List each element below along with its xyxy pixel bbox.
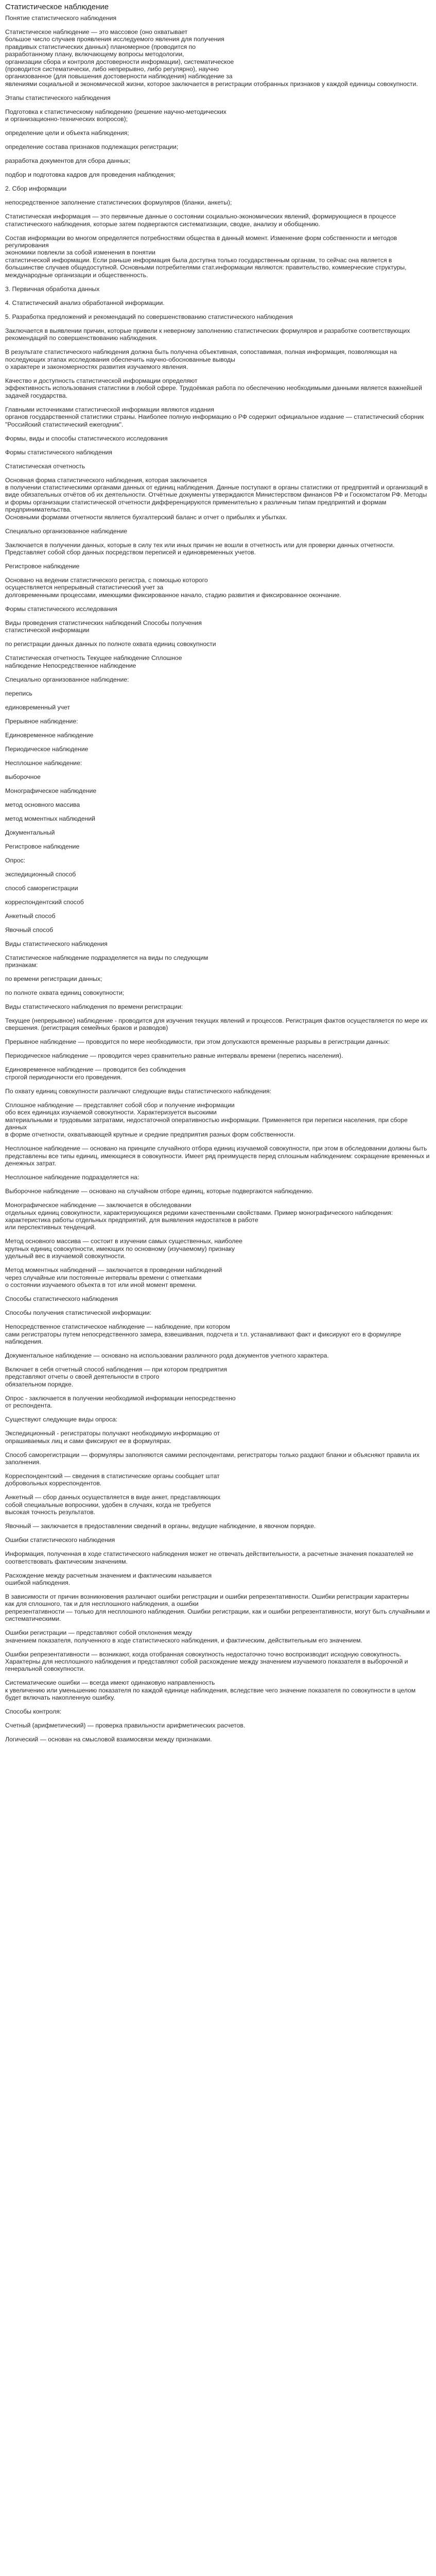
paragraph: Периодическое наблюдение — проводится через сравнительно равные интервалы времени (перепись населения). — [5, 1052, 343, 1060]
paragraph: разработка документов для сбора данных; — [5, 157, 131, 165]
paragraph: определение цели и объекта наблюдения; — [5, 129, 129, 137]
paragraph: Прерывное наблюдение — проводится по мере необходимости, при этом допускаются временные разрывы в регистрации данных: — [5, 1038, 390, 1046]
paragraph: непосредственное заполнение статистических формуляров (бланки, анкеты); — [5, 199, 232, 207]
paragraph: способ саморегистрации — [5, 884, 78, 892]
paragraph: Специально организованное наблюдение: — [5, 675, 129, 683]
paragraph: Сплошное наблюдение — представляет собой сбор и получение информации обо всех единицах изучаемой совокупности. Характеризуется высокими материальными и трудовыми затратами, недостаточной оперативностью информации. Применяется при переписи населения, при сборе данных в форме отчетности, охватывающей крупные и средние предприятия разных форм собственности. — [5, 1101, 408, 1139]
paragraph: Основано на ведении статистического регистра, с помощью которого осуществляется непрерывный статистический учет за долговременными процессами, имеющими фиксированное начало, стадию развития и фиксированное окончание. — [5, 576, 341, 599]
paragraph: Анкетный — сбор данных осуществляется в виде анкет, представляющих собой специальные вопросники, удобен в случаях, когда не требуется высокая точность результатов. — [5, 1494, 221, 1516]
paragraph: перепись — [5, 689, 32, 697]
paragraph: Выборочное наблюдение — основано на случайном отборе единиц, которые подвергаются наблюдению. — [5, 1188, 313, 1195]
document-body — [5, 14, 431, 1743]
paragraph: определение состава признаков подлежащих регистрации; — [5, 143, 179, 151]
paragraph: Единовременное наблюдение — [5, 731, 94, 739]
paragraph: Расхождение между расчетным значением и фактическим называется ошибкой наблюдения. — [5, 1571, 212, 1586]
paragraph: Текущее (непрерывное) наблюдение - проводится для изучения текущих явлений и процессов. Регистрация фактов осуществляется по мере их свершения. (регистрация семейных браков и разводов) — [5, 1017, 428, 1032]
paragraph: Включает в себя отчетный способ наблюдения — при котором предприятия представляют отчеты о своей деятельности в строго обязательном порядке. — [5, 1365, 228, 1388]
paragraph: Документальный — [5, 828, 55, 836]
paragraph: Счетный (арифметический) — проверка правильности арифметических расчетов. — [5, 1722, 246, 1730]
paragraph: по регистрации данных данных по полноте охвата единиц совокупности — [5, 640, 216, 648]
paragraph: Монографическое наблюдение — [5, 787, 97, 794]
paragraph: Единовременное наблюдение — проводится без соблюдения строгой периодичности его проведения. — [5, 1066, 186, 1081]
paragraph: 2. Сбор информации — [5, 185, 67, 193]
paragraph: Заключается в получении данных, которые в силу тех или иных причин не вошли в отчетность или для проверки данных отчетности. Представляет собой сбор данных посредством переписей и единовременных учетов. — [5, 541, 395, 556]
paragraph: Статистическая информация — это первичные данные о состоянии социально-экономических явлений, формирующиеся в процессе статистического наблюдения, которые затем подвергаются систематизации, сводке, анализу и обобщению. — [5, 213, 396, 228]
paragraph: Экспедиционный - регистраторы получают необходимую информацию от опрашиваемых лиц и сами фиксируют ее в формулярах. — [5, 1430, 220, 1445]
paragraph: Несплошное наблюдение — основано на принципе случайного отбора единиц изучаемой совокупности, при этом в обследовании должны быть представлены все типы единиц, имеющиеся в совокупности. Имеет ряд преимуществ перед сплошным наблюдением: сокращение временных и денежных затрат. — [5, 1145, 430, 1167]
paragraph: Состав информации во многом определяется потребностями общества в данный момент. Изменение форм собственности и методов регулирования экономики повлекли за собой изменения в понятии статистической информации. Если раньше информация была доступна только государственным органам, то сейчас она является в большинстве случаев общедоступной. Основными потребителями стат.информации являются: правительство, коммерческие структуры, международные организации и общественность. — [5, 234, 407, 279]
paragraph: по полноте охвата единиц совокупности; — [5, 989, 125, 996]
paragraph: Систематические ошибки — всегда имеют одинаковую направленность к увеличению или уменьшению показателя по каждой единице наблюдения, вследствие чего значение показателя по совокупности в целом будет включать накопленную ошибку. — [5, 1679, 416, 1702]
paragraph: Ошибки репрезентативности — возникают, когда отобранная совокупность недостаточно точно воспроизводит исходную совокупность. Характерны для несплошного наблюдения и представляют собой расхождение между значением изучаемого показателя в выборочной и генеральной совокупности. — [5, 1650, 408, 1673]
paragraph: Монографическое наблюдение — заключается в обследовании отдельных единиц совокупности, характеризующихся редкими качественными свойствами. Пример монографического наблюдения: характеристика работы отдельных предприятий, для выявления недостатков в работе или перспективных тенденций. — [5, 1201, 393, 1231]
paragraph: по времени регистрации данных; — [5, 975, 102, 982]
paragraph: В зависимости от причин возникновения различают ошибки регистрации и ошибки репрезентативности. Ошибки регистрации характерны как для сплошного, так и для несплошного наблюдения, а ошибки репрезентативности — только для несплошного наблюдения. Ошибки регистрации, как и ошибки репрезентативности, могут быть случайными и систематическими. — [5, 1592, 430, 1623]
paragraph: Виды статистического наблюдения — [5, 940, 108, 947]
paragraph: подбор и подготовка кадров для проведения наблюдения; — [5, 171, 176, 179]
paragraph: Формы статистического исследования — [5, 605, 117, 613]
paragraph: метод моментных наблюдений — [5, 815, 95, 822]
paragraph: 5. Разработка предложений и рекомендаций по совершенствованию статистического наблюдения — [5, 313, 293, 320]
paragraph: Статистическое наблюдение — это массовое (оно охватывает большое число случаев проявления исследуемого явления для получения правдивых статистических данных) планомерное (проводится по разработанному плану, включающему вопросы методологии, организации сбора и контроля достоверности информации), систематическое (проводится систематически, либо непрерывно, либо регулярно), научно организованное (для повышения достоверности наблюдения) наблюдение за явлениями социальной и экономической жизни, которое заключается в регистрации отобранных признаков у каждой единицы совокупности. — [5, 28, 418, 88]
paragraph: Основная форма статистического наблюдения, которая заключается в получении статистическими органами данных от единиц наблюдения. Данные поступают в органы статистики от предприятий и организаций в виде обязательных отчётов об их деятельности. Отчётные документы утверждаются Министерством финансов РФ и Госкомстатом РФ. Методы и формы организации статистической отчетности дифференцируются применительно к различным типам предприятий и формам предпринимательства. Основными формами отчетности является бухгалтерский баланс и отчет о прибылях и убытках. — [5, 476, 428, 521]
paragraph: Метод основного массива — состоит в изучении самых существенных, наиболее крупных единиц совокупности, имеющих по основному (изучаемому) признаку удельный вес в изучаемой совокупности. — [5, 1238, 242, 1260]
paragraph: Непосредственное статистическое наблюдение — наблюдение, при котором сами регистраторы путем непосредственного замера, взвешивания, подсчета и т.п. устанавливают факт и фиксируют его в формуляре наблюдения. — [5, 1323, 402, 1345]
paragraph: Главными источниками статистической информации являются издания органов государственной статистики страны. Наиболее полную информацию о РФ содержит официальное издание — статистический сборник "Российский статистический ежегодник". — [5, 405, 424, 428]
paragraph: Метод моментных наблюдений — заключается в проведении наблюдений через случайные или постоянные интервалы времени с отметками о состоянии изучаемого объекта в тот или иной момент времени. — [5, 1266, 222, 1289]
paragraph: Ошибки статистического наблюдения — [5, 1536, 115, 1544]
paragraph: Понятие статистического наблюдения — [5, 14, 117, 22]
paragraph: Регистровое наблюдение — [5, 842, 80, 850]
paragraph: экспедиционный способ — [5, 870, 76, 878]
paragraph: Явочный способ — [5, 926, 54, 934]
paragraph: Формы статистического наблюдения — [5, 448, 113, 456]
paragraph: Способы статистического наблюдения — [5, 1295, 118, 1303]
paragraph: Статистическое наблюдение подразделяется на виды по следующим признакам: — [5, 954, 208, 969]
paragraph: 3. Первичная обработка данных — [5, 285, 100, 293]
page-title: Статистическое наблюдение — [5, 3, 109, 11]
paragraph: Существуют следующие виды опроса: — [5, 1416, 118, 1423]
paragraph: 4. Статистический анализ обработанной информации. — [5, 299, 165, 307]
paragraph: По охвату единиц совокупности различают следующие виды статистического наблюдения: — [5, 1087, 272, 1095]
paragraph: Информация, полученная в ходе статистического наблюдения может не отвечать действительности, а расчетные значения показателей не соответствовать фактическим значениям. — [5, 1550, 414, 1565]
paragraph: Прерывное наблюдение: — [5, 717, 78, 725]
paragraph: Подготовка к статистическому наблюдению (решение научно-методических и организационно-технических вопросов); — [5, 108, 226, 123]
paragraph: Несплошное наблюдение: — [5, 759, 82, 767]
paragraph: Документальное наблюдение — основано на использовании различного рода документов учетного характера. — [5, 1351, 329, 1359]
paragraph: Этапы статистического наблюдения — [5, 94, 111, 101]
paragraph: Анкетный способ — [5, 912, 56, 920]
paragraph: выборочное — [5, 773, 41, 781]
paragraph: корреспондентский способ — [5, 898, 84, 906]
paragraph: Опрос - заключается в получении необходимой информации непосредственно от респондента. — [5, 1394, 236, 1410]
paragraph: Способы контроля: — [5, 1708, 62, 1716]
paragraph: Логический — основан на смысловой взаимосвязи между признаками. — [5, 1736, 212, 1743]
paragraph: Способы получения статистической информации: — [5, 1309, 152, 1317]
paragraph: Заключается в выявлении причин, которые привели к неверному заполнению статистических формуляров и разработке соответствующих рекомендаций по совершенствованию наблюдения. — [5, 327, 410, 342]
paragraph: В результате статистического наблюдения должна быть получена объективная, сопоставимая, полная информация, позволяющая на последующих этапах исследования обеспечить научно-обоснованные выводы о характере и закономерностях развития изучаемого явления. — [5, 348, 397, 370]
paragraph: Несплошное наблюдение подразделяется на: — [5, 1174, 139, 1181]
paragraph: Виды статистического наблюдения по времени регистрации: — [5, 1003, 183, 1010]
paragraph: Способ саморегистрации — формуляры заполняются самими респондентами, регистраторы только раздают бланки и объясняют правила их заполнения. — [5, 1451, 420, 1466]
paragraph: Качество и доступность статистической информации определяют эффективность использования статистики в любой сфере. Трудоёмкая работа по обеспечению необходимыми данными является важнейшей задачей государства. — [5, 377, 422, 399]
paragraph: Ошибки регистрации — представляют собой отклонения между значением показателя, полученного в ходе статистического наблюдения, и фактическим, действительным его значением. — [5, 1629, 362, 1644]
paragraph: единовременный учет — [5, 703, 70, 711]
paragraph: Периодическое наблюдение — [5, 745, 89, 753]
paragraph: Статистическая отчетность Текущее наблюдение Сплошное наблюдение Непосредственное наблюдение — [5, 654, 182, 669]
paragraph: Корреспондентский — сведения в статистические органы сообщает штат добровольных корреспондентов. — [5, 1472, 220, 1487]
paragraph: Формы, виды и способы статистического исследования — [5, 434, 168, 442]
paragraph: Специально организованное наблюдение — [5, 527, 128, 535]
paragraph: Опрос: — [5, 856, 26, 864]
paragraph: Регистровое наблюдение — [5, 562, 80, 570]
paragraph: Виды проведения статистических наблюдений Способы получения статистической информации — [5, 619, 202, 634]
paragraph: Статистическая отчетность — [5, 462, 85, 470]
paragraph: метод основного массива — [5, 801, 80, 808]
paragraph: Явочный — заключается в предоставлении сведений в органы, ведущие наблюдение, в явочном порядке. — [5, 1522, 316, 1530]
